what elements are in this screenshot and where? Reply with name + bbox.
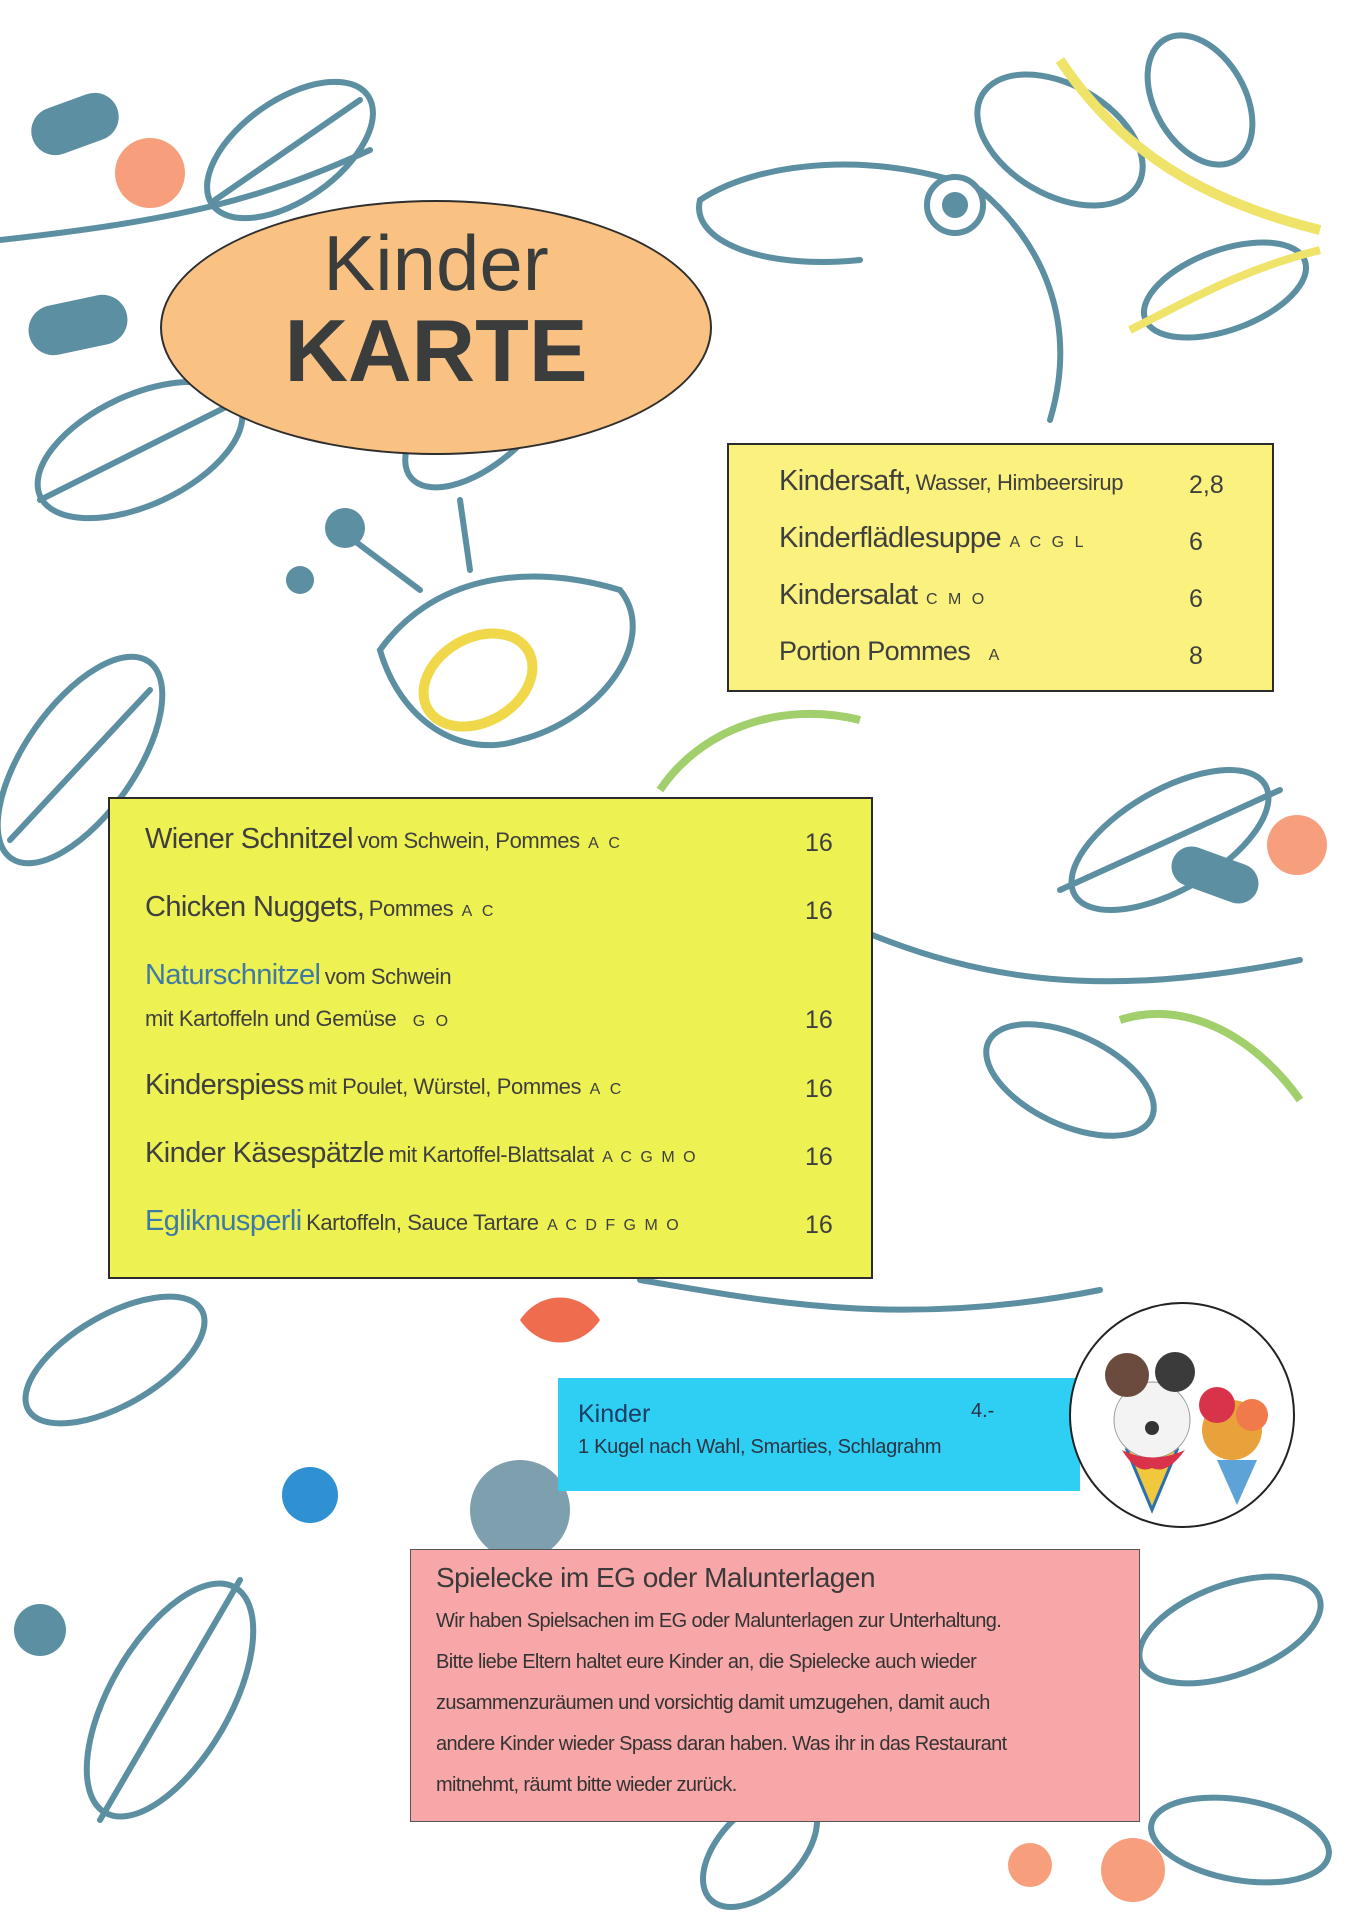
- item-price: 8: [1189, 642, 1203, 670]
- info-line: zusammenzuräumen und vorsichtig damit umzugehen, damit auch: [436, 1692, 990, 1714]
- item-allergens: C M O: [925, 591, 988, 608]
- item-name: Egliknusperli: [145, 1205, 302, 1237]
- menu-item-chicken-nuggets: [145, 891, 496, 924]
- item-price: 16: [805, 1075, 833, 1103]
- item-price: 16: [805, 897, 833, 925]
- item-price: 2,8: [1189, 471, 1224, 499]
- item-name: Kindersalat: [779, 579, 918, 611]
- menu-item-kindersalat: [779, 579, 987, 612]
- title-kinder: Kinder: [323, 219, 549, 307]
- menu-item-kinderfladlesuppe: [779, 522, 1086, 555]
- menu-item-naturschnitzel: [145, 959, 451, 992]
- item-allergens: A C: [461, 903, 497, 920]
- item-description: Kartoffeln, Sauce Tartare: [306, 1210, 539, 1235]
- item-description: vom Schwein: [324, 964, 452, 989]
- menu-item-kindersaft: [779, 465, 1123, 498]
- info-line: andere Kinder wieder Spass daran haben. Was ihr in das Restaurant: [436, 1733, 1007, 1755]
- info-heading: Spielecke im EG oder Malunterlagen: [436, 1562, 876, 1593]
- title-karte: KARTE: [284, 301, 588, 400]
- menu-item-kasespatzle: [145, 1137, 698, 1170]
- item-description: Wasser, Himbeersirup: [915, 470, 1124, 495]
- item-allergens: G O: [412, 1013, 452, 1030]
- item-allergens: A C G M O: [602, 1149, 698, 1166]
- item-description: mit Kartoffeln und Gemüse: [145, 1006, 397, 1031]
- info-line: mitnehmt, räumt bitte wieder zurück.: [436, 1774, 737, 1796]
- item-name: Kinderflädlesuppe: [779, 522, 1001, 554]
- dessert-price: 4.-: [971, 1400, 995, 1422]
- menu-item-pommes: [779, 636, 1002, 667]
- info-section: [410, 1549, 1140, 1822]
- item-price: 16: [805, 829, 833, 857]
- mains-section: [108, 797, 873, 1279]
- dessert-description: 1 Kugel nach Wahl, Smarties, Schlagrahm: [578, 1436, 942, 1458]
- item-name: Kinderspiess: [145, 1069, 304, 1101]
- item-name: Chicken Nuggets,: [145, 891, 365, 923]
- item-allergens: A C: [588, 835, 623, 852]
- item-price: 16: [805, 1211, 833, 1239]
- item-name: Wiener Schnitzel: [145, 823, 353, 855]
- title-oval: [160, 200, 712, 455]
- item-name: Naturschnitzel: [145, 959, 321, 991]
- clown-icecream-illustration: [1067, 1300, 1298, 1531]
- item-description: Pommes: [368, 896, 454, 921]
- info-line: Bitte liebe Eltern haltet eure Kinder an, die Spielecke auch wieder: [436, 1651, 977, 1673]
- menu-item-egliknusperli: [145, 1205, 681, 1238]
- item-price: 16: [805, 1006, 833, 1034]
- dessert-title: Kinder: [578, 1400, 651, 1428]
- item-allergens: A C: [589, 1081, 625, 1098]
- item-name: Kinder Käsespätzle: [145, 1137, 385, 1169]
- dessert-section: [558, 1378, 1080, 1491]
- item-description: mit Poulet, Würstel, Pommes: [308, 1074, 582, 1099]
- item-name: Kindersaft,: [779, 465, 912, 497]
- info-line: Wir haben Spielsachen im EG oder Malunterlagen zur Unterhaltung.: [436, 1610, 1002, 1632]
- item-name: Portion Pommes: [779, 636, 971, 666]
- menu-item-naturschnitzel-line2: [145, 1006, 451, 1032]
- menu-item-kinderspiess: [145, 1069, 624, 1102]
- item-description: vom Schwein, Pommes: [357, 828, 580, 853]
- item-allergens: A C G L: [1009, 534, 1087, 551]
- item-allergens: A: [988, 647, 1003, 664]
- menu-item-wiener-schnitzel: [145, 823, 623, 856]
- item-price: 6: [1189, 528, 1203, 556]
- item-description: mit Kartoffel-Blattsalat: [388, 1142, 594, 1167]
- item-price: 16: [805, 1143, 833, 1171]
- item-price: 6: [1189, 585, 1203, 613]
- drinks-section: [727, 443, 1274, 692]
- item-allergens: A C D F G M O: [547, 1217, 681, 1234]
